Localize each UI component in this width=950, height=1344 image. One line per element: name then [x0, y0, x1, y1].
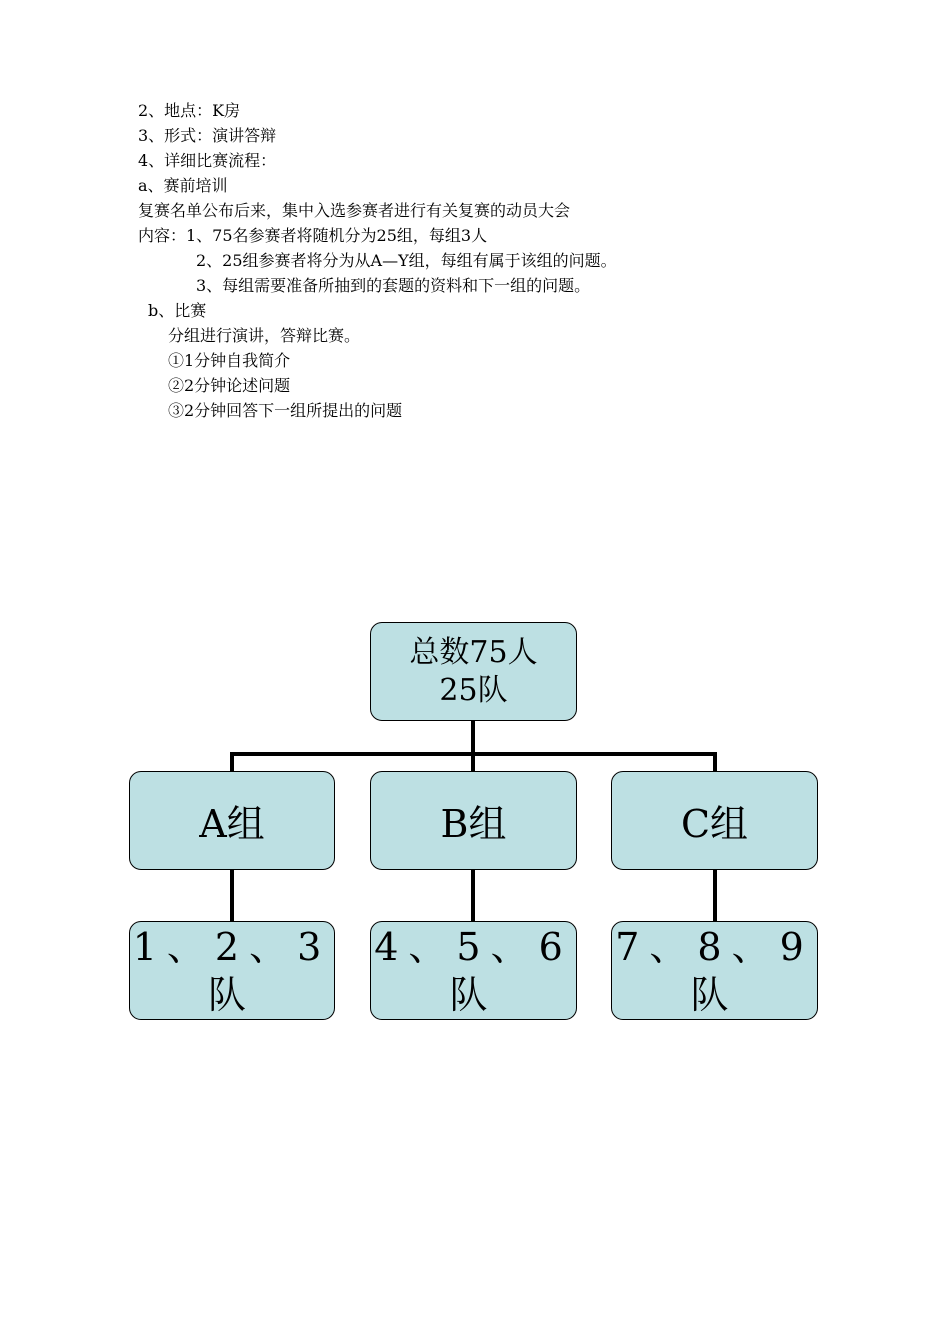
- root-teams-label: 25队: [439, 672, 508, 708]
- group-b-drop-connector: [471, 752, 475, 772]
- team-c-connector: [713, 868, 717, 922]
- group-b-label: B组: [440, 802, 507, 846]
- section-a-heading: a、赛前培训: [138, 176, 228, 195]
- root-total-label: 总数75人: [409, 634, 538, 670]
- location-line: 2、地点：K房: [138, 101, 241, 120]
- team-b-node: [370, 921, 577, 1020]
- root-node: [370, 622, 577, 721]
- group-a-node: [129, 771, 335, 870]
- step-2: ②2分钟论述问题: [168, 376, 291, 395]
- group-c-node: [611, 771, 818, 870]
- team-a-numbers: 1、2、3: [132, 924, 332, 969]
- process-heading: 4、详细比赛流程：: [138, 151, 277, 170]
- content-item-1: 内容：1、75名参赛者将随机分为25组，每组3人: [138, 226, 488, 245]
- step-1: ①1分钟自我简介: [168, 351, 291, 370]
- content-item-3: 3、每组需要准备所抽到的套题的资料和下一组的问题。: [196, 276, 591, 295]
- root-stem-connector: [471, 720, 475, 754]
- group-c-label: C组: [680, 802, 749, 846]
- group-a-label: A组: [199, 802, 265, 846]
- group-c-drop-connector: [713, 752, 717, 772]
- team-b-unit: 队: [449, 972, 498, 1017]
- team-c-unit: 队: [690, 972, 739, 1017]
- section-b-heading: b、比赛: [148, 301, 207, 320]
- team-a-unit: 队: [207, 972, 256, 1017]
- group-b-node: [370, 771, 577, 870]
- format-line: 3、形式：演讲答辩: [138, 126, 277, 145]
- team-a-connector: [230, 868, 234, 922]
- team-b-numbers: 4、5、6: [374, 924, 573, 969]
- team-a-node: [129, 921, 335, 1020]
- team-b-connector: [471, 868, 475, 922]
- step-3: ③2分钟回答下一组所提出的问题: [168, 401, 403, 420]
- team-c-node: [611, 921, 818, 1020]
- mobilization-line: 复赛名单公布后来，集中入选参赛者进行有关复赛的动员大会: [138, 201, 571, 220]
- competition-desc: 分组进行演讲，答辩比赛。: [168, 326, 361, 345]
- content-item-2: 2、25组参赛者将分为从A—Y组，每组有属于该组的问题。: [196, 251, 617, 270]
- team-c-numbers: 7、8、9: [615, 924, 814, 969]
- group-a-drop-connector: [230, 752, 234, 772]
